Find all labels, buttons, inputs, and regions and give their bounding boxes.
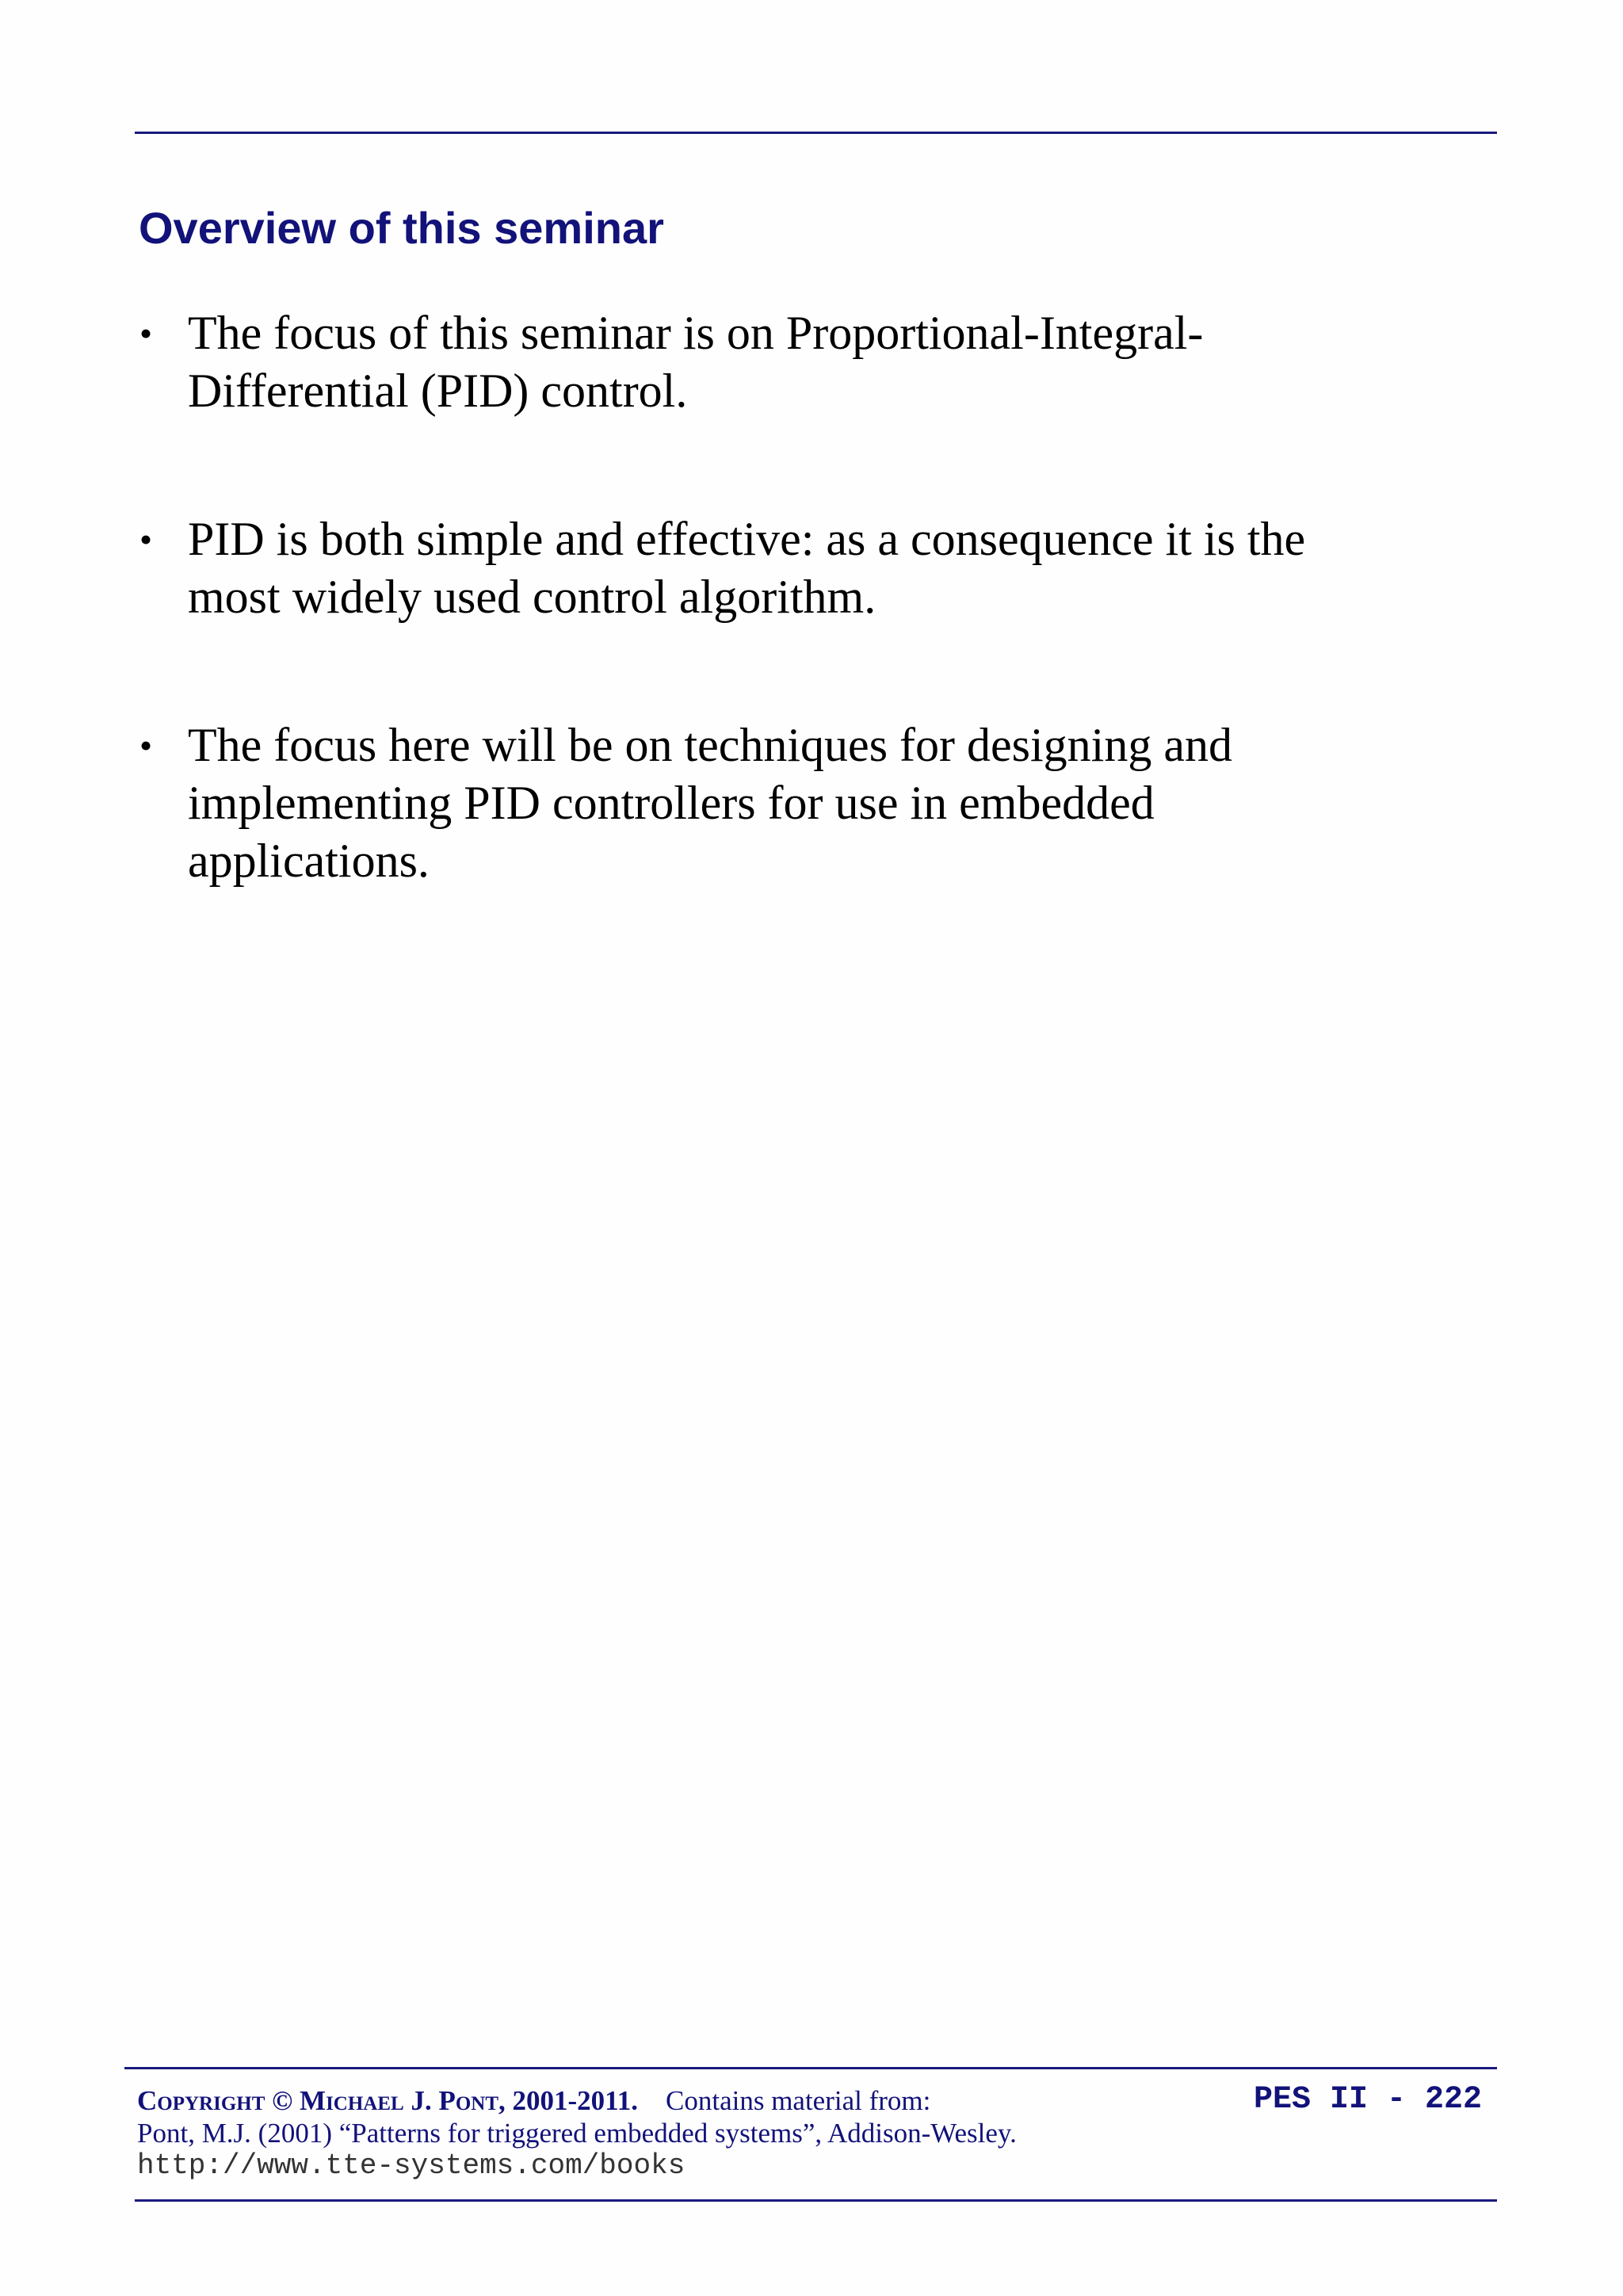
bullet-line: most widely used control algorithm. xyxy=(188,571,876,623)
footer-bottom-divider xyxy=(135,2199,1497,2202)
footer-copyright-line xyxy=(137,2084,1017,2117)
footer-top-divider xyxy=(124,2067,1497,2069)
bullet-item xyxy=(139,716,1487,890)
bullet-icon: • xyxy=(139,519,153,560)
page-number: PES II - 222 xyxy=(1253,2082,1482,2118)
footer-info xyxy=(137,2084,1017,2182)
bullet-line: Differential (PID) control. xyxy=(188,365,688,417)
bullet-line: The focus here will be on techniques for designing and xyxy=(188,719,1232,771)
bullet-line: The focus of this seminar is on Proportional-Integral- xyxy=(188,307,1204,359)
bullet-line: PID is both simple and effective: as a consequence it is the xyxy=(188,513,1306,565)
page-title: Overview of this seminar xyxy=(139,203,664,253)
footer-contains: Contains material from: xyxy=(666,2085,931,2116)
bullet-list xyxy=(139,304,1487,890)
bullet-icon: • xyxy=(139,725,153,766)
footer-citation: Pont, M.J. (2001) “Patterns for triggered embedded systems”, Addison-Wesley. xyxy=(137,2118,1017,2149)
top-divider xyxy=(135,132,1497,134)
bullet-line: applications. xyxy=(188,835,430,887)
bullet-line: implementing PID controllers for use in embedded xyxy=(188,777,1155,829)
footer-url: http://www.tte-systems.com/books xyxy=(137,2149,685,2182)
bullet-icon: • xyxy=(139,313,153,353)
footer-copyright: Copyright © Michael J. Pont, 2001-2011. xyxy=(137,2085,638,2116)
bullet-item xyxy=(139,510,1487,626)
bullet-item xyxy=(139,304,1487,420)
